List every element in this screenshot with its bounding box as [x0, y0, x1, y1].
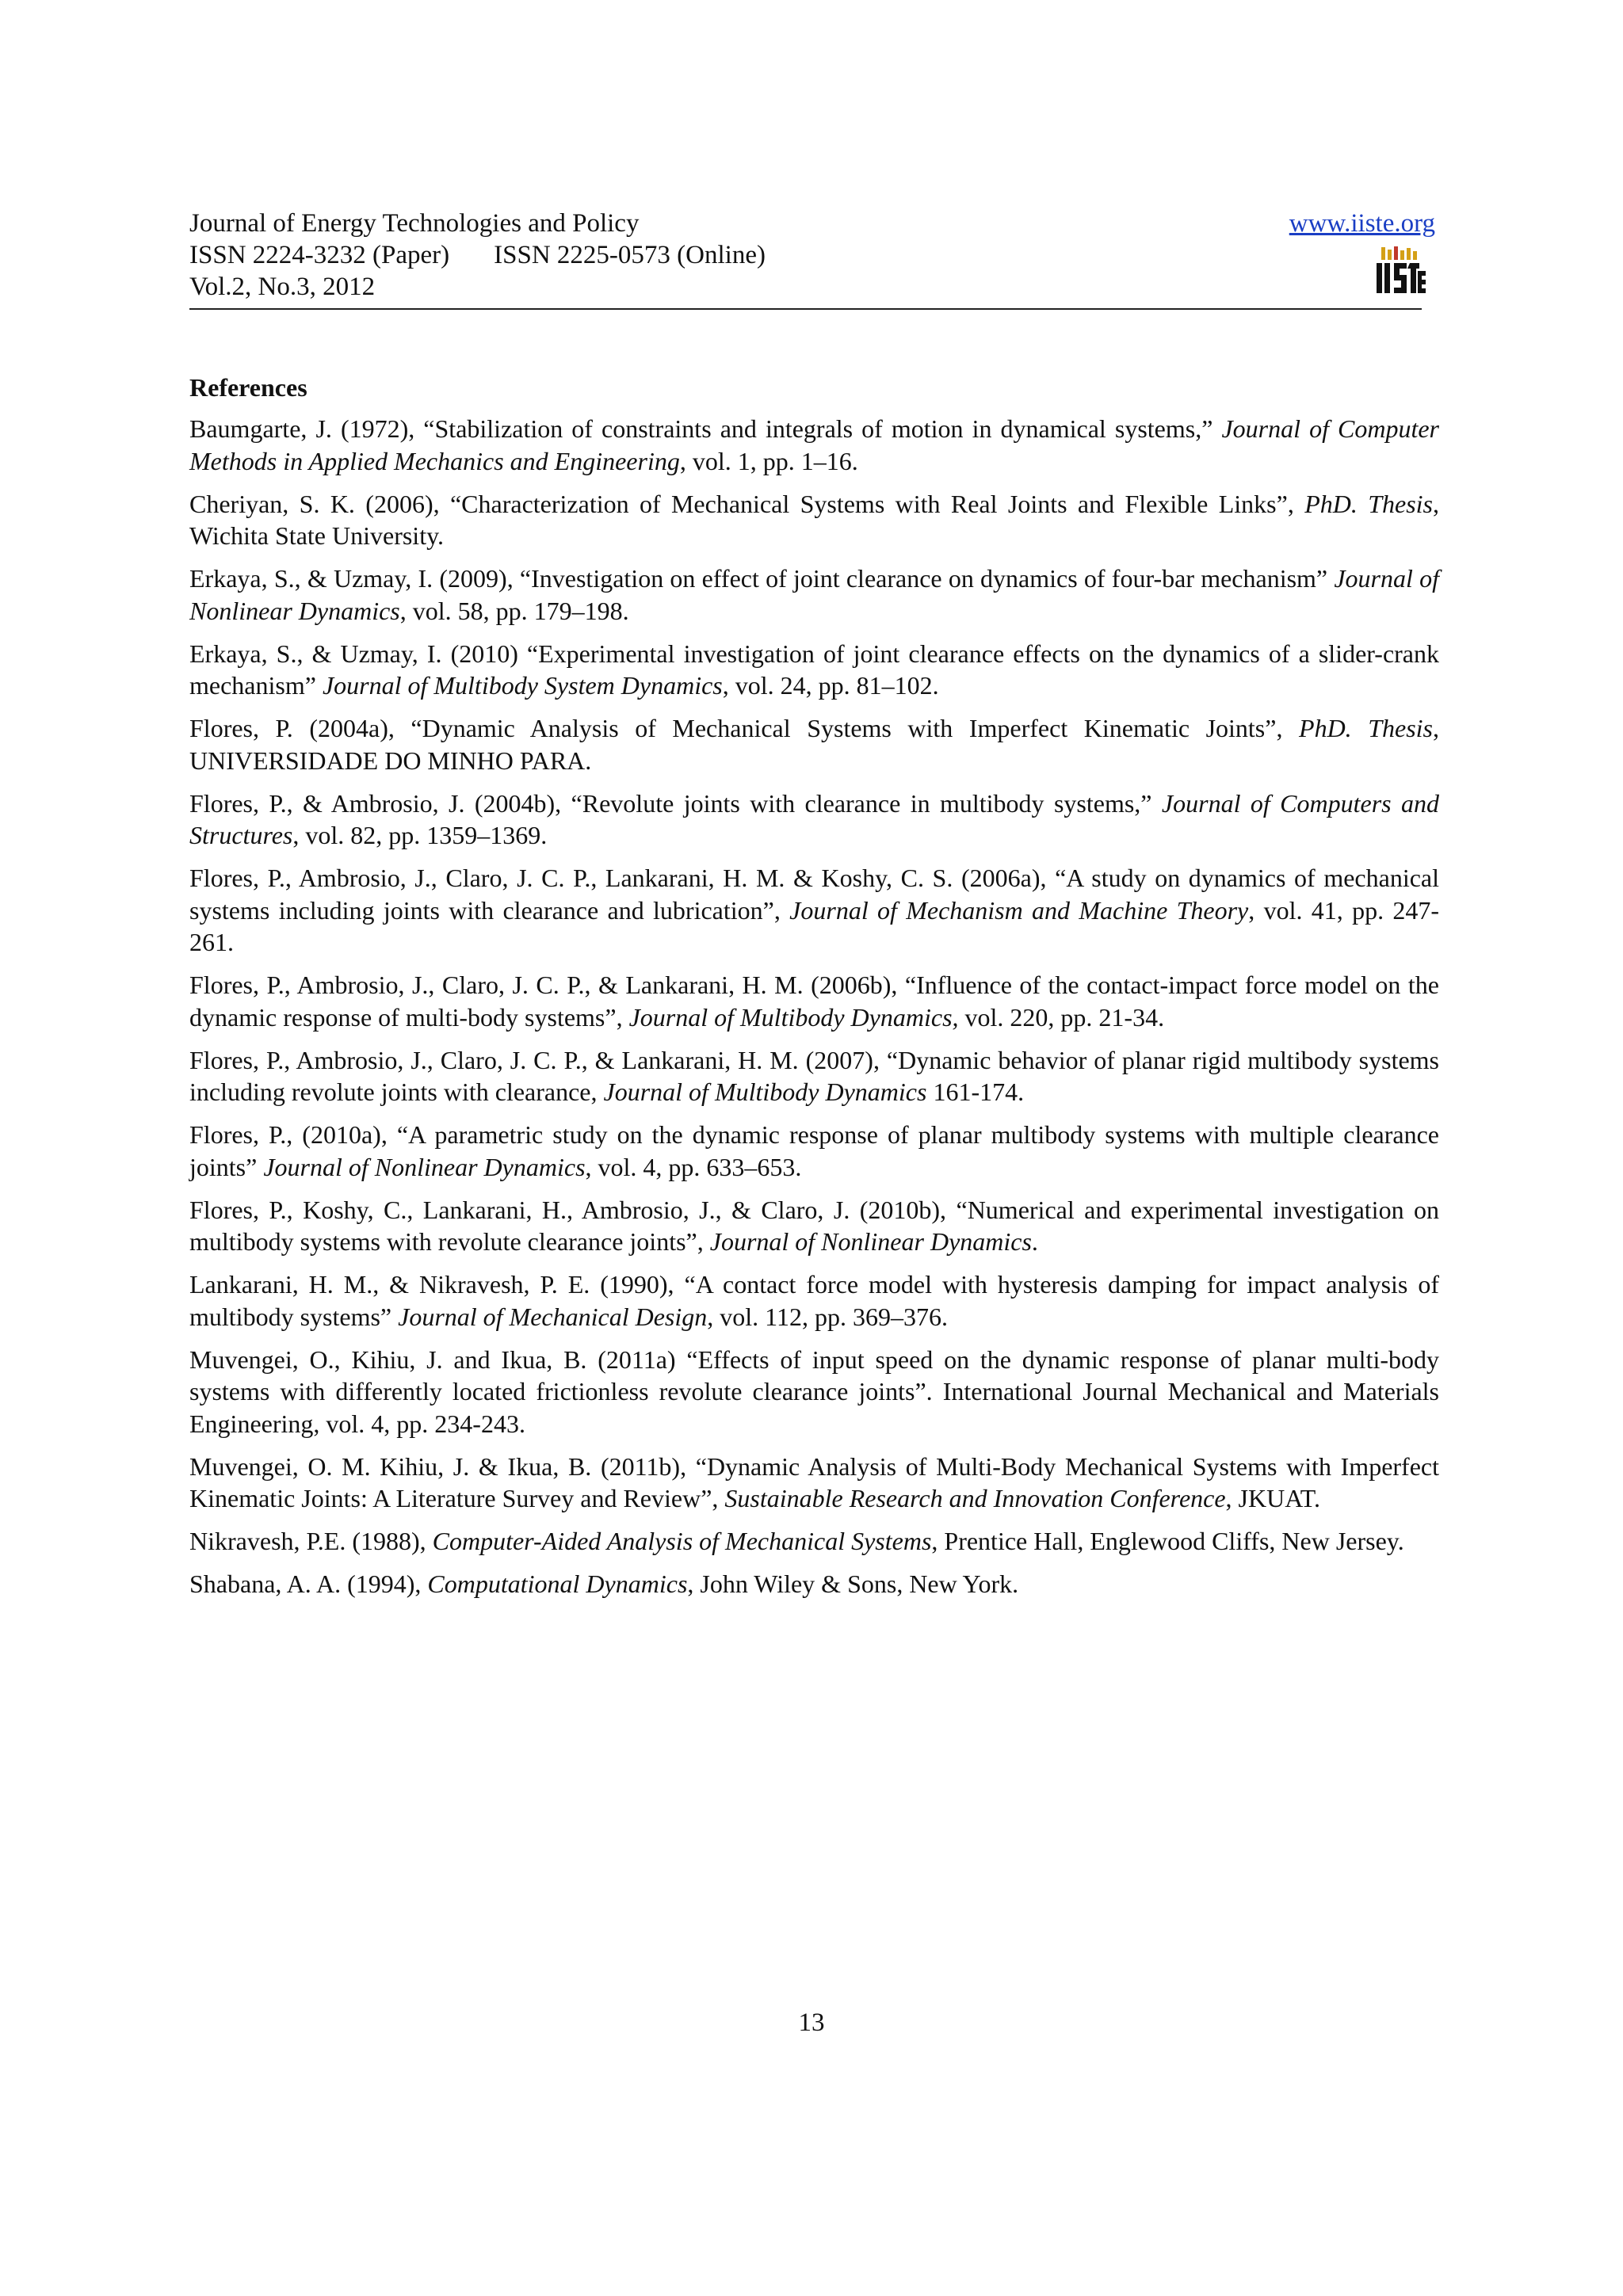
reference-entry [189, 1119, 1439, 1183]
reference-text: Flores, P., & Ambrosio, J. (2004b), “Revolute joints with clearance in multibody systems,” [189, 788, 1162, 818]
references-list [189, 413, 1439, 1600]
reference-text: , Wichita State University. [189, 489, 1440, 550]
reference-source: Journal of Nonlinear Dynamics [189, 564, 1439, 625]
reference-text: , vol. 82, pp. 1359–1369. [292, 821, 548, 849]
reference-text: Flores, P., Koshy, C., Lankarani, H., Ambrosio, J., & Claro, J. (2010b), “Numerical and experimental investigation on multibody systems with revolute clearance joints”, [189, 1195, 1439, 1256]
journal-header [189, 208, 1435, 309]
reference-source: Sustainable Research and Innovation Conference [724, 1484, 1226, 1512]
volume-info: Vol.2, No.3, 2012 [189, 273, 376, 301]
reference-text: , vol. 41, pp. 247-261. [189, 895, 1440, 956]
reference-source: Computer-Aided Analysis of Mechanical Systems [432, 1527, 932, 1555]
reference-text: Erkaya, S., & Uzmay, I. (2010) “Experimental investigation of joint clearance effects on the dynamics of a slider-crank mechanism” [189, 639, 1439, 700]
reference-source: PhD. Thesis [1299, 714, 1434, 742]
reference-entry [189, 413, 1439, 477]
reference-source: Computational Dynamics [427, 1569, 688, 1598]
reference-text: Shabana, A. A. (1994), [189, 1569, 428, 1598]
page-number: 13 [798, 2008, 825, 2037]
references-section [189, 372, 1439, 1611]
reference-text: , vol. 4, pp. 633–653. [585, 1152, 802, 1181]
reference-text: , JKUAT. [1225, 1484, 1320, 1512]
reference-text: vol. 220, pp. 21-34. [958, 1002, 1165, 1032]
reference-source: Journal of Nonlinear Dynamics [263, 1152, 586, 1181]
reference-text: , John Wiley & Sons, New York. [687, 1569, 1019, 1598]
reference-text: Flores, P., Ambrosio, J., Claro, J. C. P., & Lankarani, H. M. (2007), “Dynamic behavior of planar rigid multibody systems including revolute joints with clearance, [189, 1045, 1439, 1106]
reference-text: , vol. 112, pp. 369–376. [707, 1302, 948, 1331]
reference-source: Journal of Multibody Dynamics, [628, 1002, 959, 1032]
reference-entry [189, 1268, 1439, 1333]
reference-text: Nikravesh, P.E. (1988), [189, 1527, 433, 1555]
reference-text: Erkaya, S., & Uzmay, I. (2009), “Investigation on effect of joint clearance on dynamics of four-bar mechanism” [189, 564, 1335, 593]
reference-entry [189, 712, 1439, 776]
reference-text: Flores, P. (2004a), “Dynamic Analysis of Mechanical Systems with Imperfect Kinematic Joints”, [189, 714, 1300, 742]
reference-text: , UNIVERSIDADE DO MINHO PARA. [189, 714, 1440, 775]
reference-text: , vol. 58, pp. 179–198. [399, 596, 629, 625]
reference-source: Journal of Multibody System Dynamics [322, 671, 723, 700]
references-heading: References [189, 373, 307, 402]
issn-paper: ISSN 2224-3232 (Paper) [189, 241, 450, 269]
reference-entry [189, 969, 1439, 1033]
issn-online: ISSN 2225-0573 (Online) [494, 241, 766, 269]
reference-text: Cheriyan, S. K. (2006), “Characterization of Mechanical Systems with Real Joints and Flexible Links”, [189, 489, 1305, 518]
reference-text: , vol. 1, pp. 1–16. [679, 446, 858, 475]
reference-entry [189, 1344, 1439, 1440]
reference-source: Journal of Computer Methods in Applied Mechanics and Engineering [189, 414, 1440, 475]
reference-entry [189, 862, 1439, 959]
journal-website-link[interactable]: www.iiste.org [1289, 209, 1435, 238]
reference-entry [189, 1451, 1439, 1515]
reference-entry [189, 1525, 1439, 1558]
reference-entry [189, 1044, 1439, 1108]
reference-text: Baumgarte, J. (1972), “Stabilization of constraints and integrals of motion in dynamical systems,” [189, 414, 1222, 443]
reference-text: Lankarani, H. M., & Nikravesh, P. E. (1990), “A contact force model with hysteresis damping for impact analysis of multibody systems” [189, 1270, 1439, 1331]
iiste-logo [1377, 246, 1426, 298]
reference-source: Journal of Mechanical Design [398, 1302, 708, 1331]
reference-source: Journal of Mechanism and Machine Theory [789, 895, 1249, 925]
reference-source: Journal of Nonlinear Dynamics [709, 1227, 1032, 1256]
reference-entry [189, 488, 1439, 552]
reference-text: Muvengei, O. M. Kihiu, J. & Ikua, B. (2011b), “Dynamic Analysis of Multi-Body Mechanical Systems with Imperfect Kinematic Joints: A Literature Survey and Review”, [189, 1451, 1439, 1512]
reference-text: Flores, P., Ambrosio, J., Claro, J. C. P., & Lankarani, H. M. (2006b), “Influence of the contact-impact force model on the dynamic response of multi-body systems”, [189, 971, 1439, 1032]
issn-line [189, 239, 1435, 271]
reference-text: . [1031, 1227, 1038, 1256]
journal-title: Journal of Energy Technologies and Policy [189, 209, 640, 238]
reference-text: Flores, P., (2010a), “A parametric study on the dynamic response of planar multibody systems with multiple clearance joints” [189, 1120, 1439, 1181]
reference-entry [189, 1568, 1439, 1600]
reference-text: Flores, P., Ambrosio, J., Claro, J. C. P., Lankarani, H. M. & Koshy, C. S. (2006a), “A study on dynamics of mechanical systems including joints with clearance and lubrication”, [189, 864, 1439, 925]
reference-entry [189, 638, 1439, 702]
reference-text: 161-174. [926, 1077, 1025, 1106]
header-divider [189, 308, 1422, 310]
reference-source: Journal of Multibody Dynamics [603, 1077, 927, 1106]
reference-text: Muvengei, O., Kihiu, J. and Ikua, B. (2011a) “Effects of input speed on the dynamic response of planar multi-body systems with differently located frictionless revolute clearance joints”. International Journal Mechanical and Materials Engineering, vol. 4, pp. 234-243. [189, 1344, 1439, 1438]
reference-entry [189, 563, 1439, 627]
reference-entry [189, 1194, 1439, 1258]
reference-entry [189, 788, 1439, 852]
reference-text: , Prentice Hall, Englewood Cliffs, New Jersey. [931, 1527, 1404, 1555]
reference-source: PhD. Thesis [1304, 489, 1434, 518]
reference-text: , vol. 24, pp. 81–102. [722, 671, 939, 700]
reference-source: Journal of Computers and Structures [189, 788, 1440, 849]
